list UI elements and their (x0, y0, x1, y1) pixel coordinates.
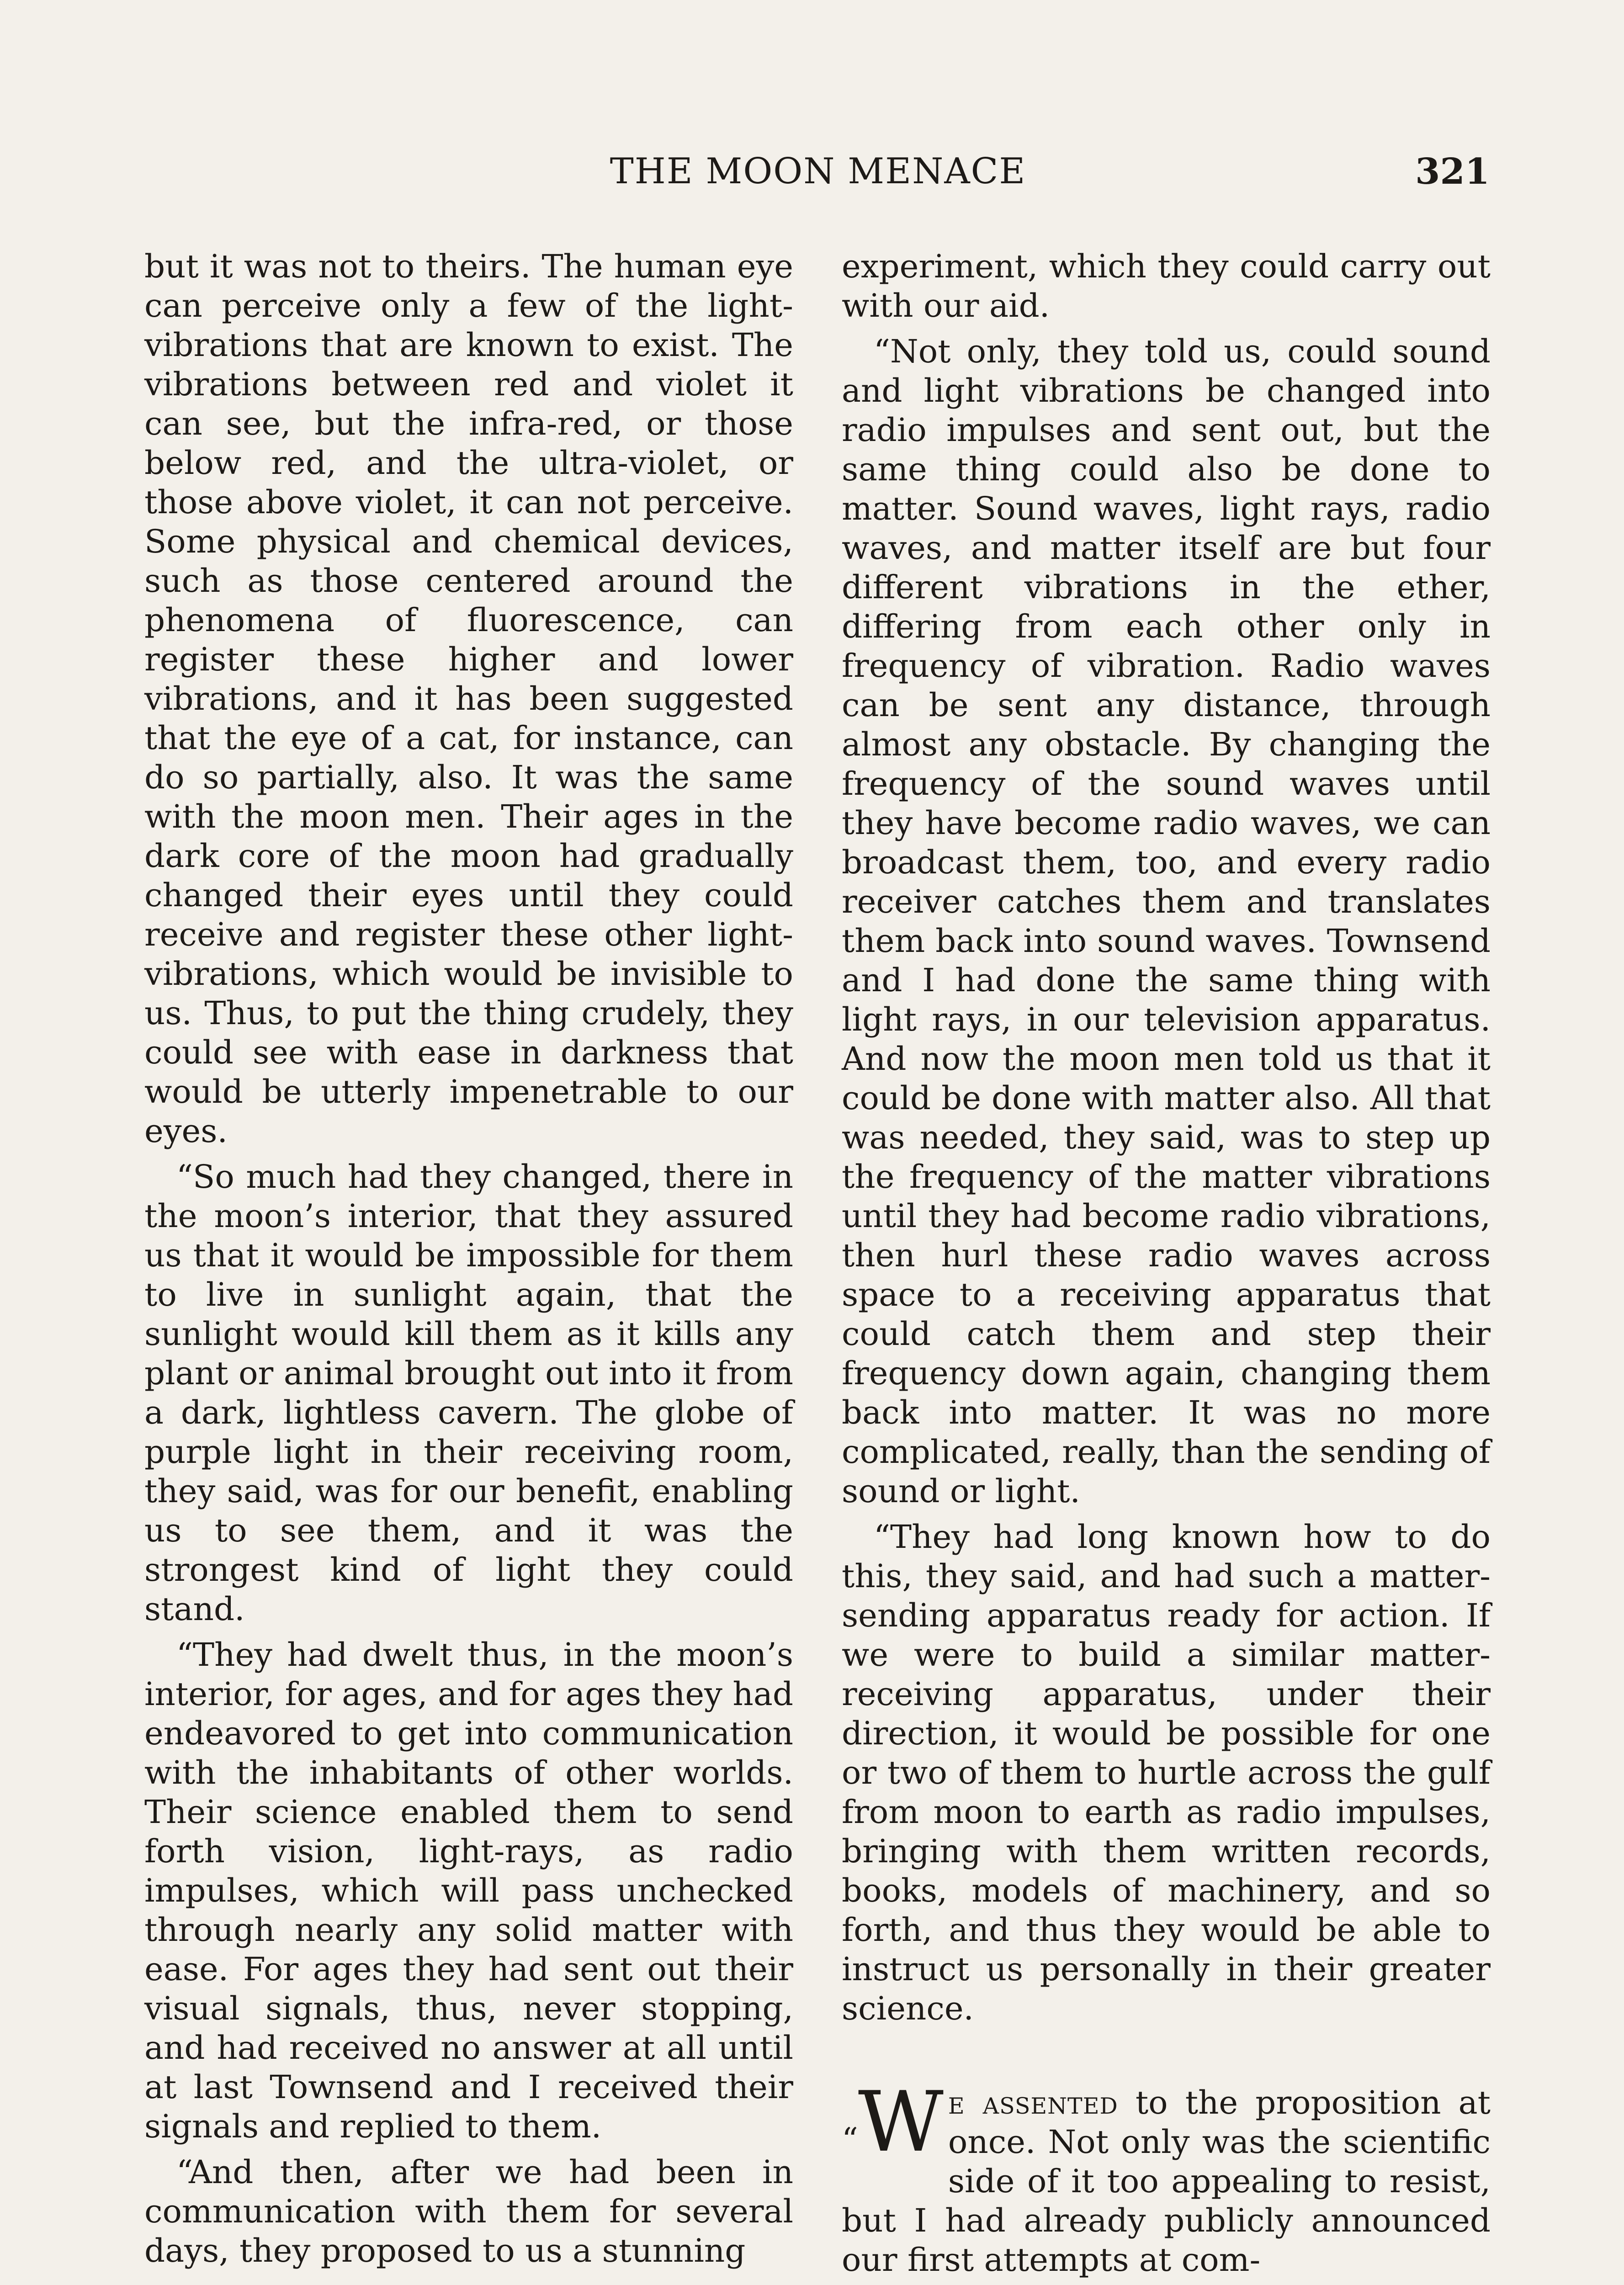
right-column (842, 247, 1491, 2280)
page-number: 321 (1415, 151, 1490, 192)
paragraph: “They had long known how to do this, they said, and had such a matter-sending apparatus ready for action. If we were to build a similar matter-receiving apparatus, under their direction, it would be possible for one or two of them to hurtle across the gulf from moon to earth as radio impulses, bringing with them written records, books, models of machinery, and so forth, and thus they would be able to instruct us personally in their greater science. (842, 1518, 1491, 2027)
section-text: to the proposition at once. Not only was the scientific side of it too appealing to resist, but I had already publicly announced our first attempts at com- (842, 2084, 1491, 2279)
section-opening-paragraph (842, 2073, 1491, 2280)
page-header (146, 151, 1490, 201)
running-title: THE MOON MENACE (610, 151, 1026, 192)
left-column (144, 247, 793, 2270)
drop-cap (842, 2073, 944, 2174)
small-caps-lead: e assented (948, 2084, 1118, 2121)
drop-cap-letter: W (858, 2073, 944, 2170)
paragraph: “And then, after we had been in communication with them for several days, they proposed to us a stunning (144, 2153, 793, 2269)
paragraph: but it was not to theirs. The human eye can perceive only a few of the light-vibrations that are known to exist. The vibrations between red and violet it can see, but the infra-red, or those below red, and the ultra-violet, or those above violet, it can not perceive. Some physical and chemical devices, such as those centered around the phenomena of fluorescence, can register these higher and lower vibrations, and it has been suggested that the eye of a cat, for instance, can do so partially, also. It was the same with the moon men. Their ages in the dark core of the moon had gradually changed their eyes until they could receive and register these other light-vibrations, which would be invisible to us. Thus, to put the thing crudely, they could see with ease in darkness that would be utterly impenetrable to our eyes. (144, 248, 793, 1150)
paragraph: “Not only, they told us, could sound and light vibrations be changed into radio impulses and sent out, but the same thing could also be done to matter. Sound waves, light rays, radio waves, and matter itself are but four different vibrations in the ether, differing from each other only in frequency of vibration. Radio waves can be sent any distance, through almost any obstacle. By changing the frequency of the sound waves until they have become radio waves, we can broadcast them, too, and every radio receiver catches them and translates them back into sound waves. Townsend and I had done the same thing with light rays, in our television apparatus. And now the moon men told us that it could be done with matter also. All that was needed, they said, was to step up the frequency of the matter vibrations until they had become radio vibrations, then hurl these radio waves across space to a receiving apparatus that could catch them and step their frequency down again, changing them back into matter. It was no more complicated, really, than the sending of sound or light. (842, 333, 1491, 1510)
open-quote: “ (842, 2121, 858, 2158)
paragraph: experiment, which they could carry out with our aid. (842, 248, 1491, 324)
paragraph: “So much had they changed, there in the moon’s interior, that they assured us that it would be impossible for them to live in sunlight again, that the sunlight would kill them as it kills any plant or animal brought out into it from a dark, lightless cavern. The globe of purple light in their receiving room, they said, was for our benefit, enabling us to see them, and it was the strongest kind of light they could stand. (144, 1158, 793, 1628)
paragraph: “They had dwelt thus, in the moon’s interior, for ages, and for ages they had endeavored to get into communication with the inhabitants of other worlds. Their science enabled them to send forth vision, light-rays, as radio impulses, which will pass unchecked through nearly any solid matter with ease. For ages they had sent out their visual signals, thus, never stopping, and had received no answer at all until at last Townsend and I received their signals and replied to them. (144, 1636, 793, 2145)
